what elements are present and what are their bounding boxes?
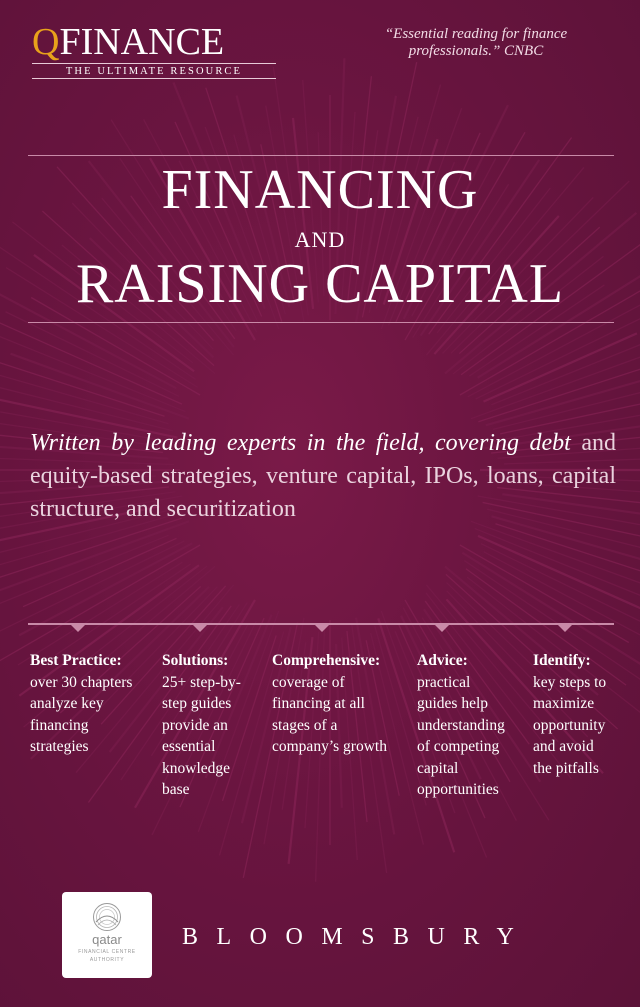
feature-line: maximize bbox=[533, 695, 595, 712]
brand-name-rest: FINANCE bbox=[59, 21, 225, 63]
feature-line: knowledge bbox=[162, 759, 231, 777]
ray-line bbox=[495, 524, 640, 592]
brand-q-letter: Q bbox=[32, 21, 60, 63]
feature-line: opportunity bbox=[533, 716, 606, 734]
feature-line: over 30 chapters bbox=[30, 673, 133, 691]
feature-line: capital bbox=[417, 759, 459, 777]
book-description bbox=[30, 427, 616, 526]
feature-line: practical bbox=[417, 673, 471, 691]
qfinance-logo bbox=[32, 22, 276, 79]
qfc-subtitle-2: AUTHORITY bbox=[89, 957, 125, 963]
feature-solutions bbox=[162, 650, 268, 801]
feature-line: key steps to bbox=[533, 673, 607, 691]
feature-line: understanding bbox=[417, 716, 505, 734]
feature-title: Identify: bbox=[533, 652, 591, 669]
title-line-1: FINANCING bbox=[161, 159, 479, 221]
feature-line: of competing bbox=[417, 738, 500, 755]
description-emphasis: Written by leading experts in the field, covering debt bbox=[30, 430, 571, 456]
cnbc-quote bbox=[360, 26, 592, 60]
feature-line: the pitfalls bbox=[533, 759, 599, 777]
feature-line: guides help bbox=[417, 695, 489, 712]
title-bottom-rule bbox=[28, 322, 614, 323]
description-rest: and equity-based strategies, venture capital, IPOs, loans, capital structure, and securitization bbox=[30, 430, 617, 522]
feature-identify bbox=[533, 650, 633, 779]
notch-marker bbox=[70, 624, 86, 632]
feature-line: provide an bbox=[162, 716, 228, 734]
feature-line: financing at all bbox=[272, 695, 365, 712]
feature-line: analyze key bbox=[30, 695, 104, 712]
notch-marker bbox=[434, 624, 450, 632]
qfc-emblem-icon bbox=[92, 902, 122, 932]
feature-line: financing bbox=[30, 716, 89, 734]
feature-line: opportunities bbox=[417, 781, 499, 798]
feature-title: Solutions: bbox=[162, 652, 229, 669]
notch-marker bbox=[192, 624, 208, 632]
quote-line-2: professionals.” CNBC bbox=[408, 43, 544, 59]
notch-marker bbox=[557, 624, 573, 632]
ray-line bbox=[486, 361, 640, 425]
feature-title: Best Practice: bbox=[30, 652, 122, 669]
feature-line: essential bbox=[162, 738, 216, 755]
title-connector: AND bbox=[294, 227, 346, 252]
quote-line-1: “Essential reading for finance bbox=[384, 26, 568, 42]
feature-line: and avoid bbox=[533, 738, 594, 755]
feature-line: coverage of bbox=[272, 673, 345, 691]
qfc-subtitle: FINANCIAL CENTRE bbox=[78, 949, 136, 955]
feature-line: stages of a bbox=[272, 716, 338, 734]
feature-line: step guides bbox=[162, 695, 232, 712]
feature-comprehensive bbox=[272, 650, 412, 758]
qatar-financial-centre-logo bbox=[62, 892, 152, 978]
feature-line: base bbox=[162, 781, 190, 798]
feature-title: Comprehensive: bbox=[272, 652, 381, 669]
notch-marker bbox=[314, 624, 330, 632]
title-top-rule bbox=[28, 155, 614, 156]
feature-line: company’s growth bbox=[272, 738, 387, 755]
feature-line: 25+ step-by- bbox=[162, 673, 241, 691]
feature-best-practice bbox=[30, 650, 158, 758]
brand-name bbox=[32, 22, 276, 62]
ray-line bbox=[56, 564, 191, 655]
title-line-2: RAISING CAPITAL bbox=[75, 253, 565, 315]
publisher-name: BLOOMSBURY bbox=[182, 924, 533, 950]
ray-line bbox=[460, 545, 629, 643]
brand-tagline: THE ULTIMATE RESOURCE bbox=[32, 63, 276, 79]
feature-advice bbox=[417, 650, 529, 801]
feature-title: Advice: bbox=[417, 652, 468, 669]
feature-line: strategies bbox=[30, 738, 89, 755]
qfc-name: qatar bbox=[92, 932, 122, 947]
